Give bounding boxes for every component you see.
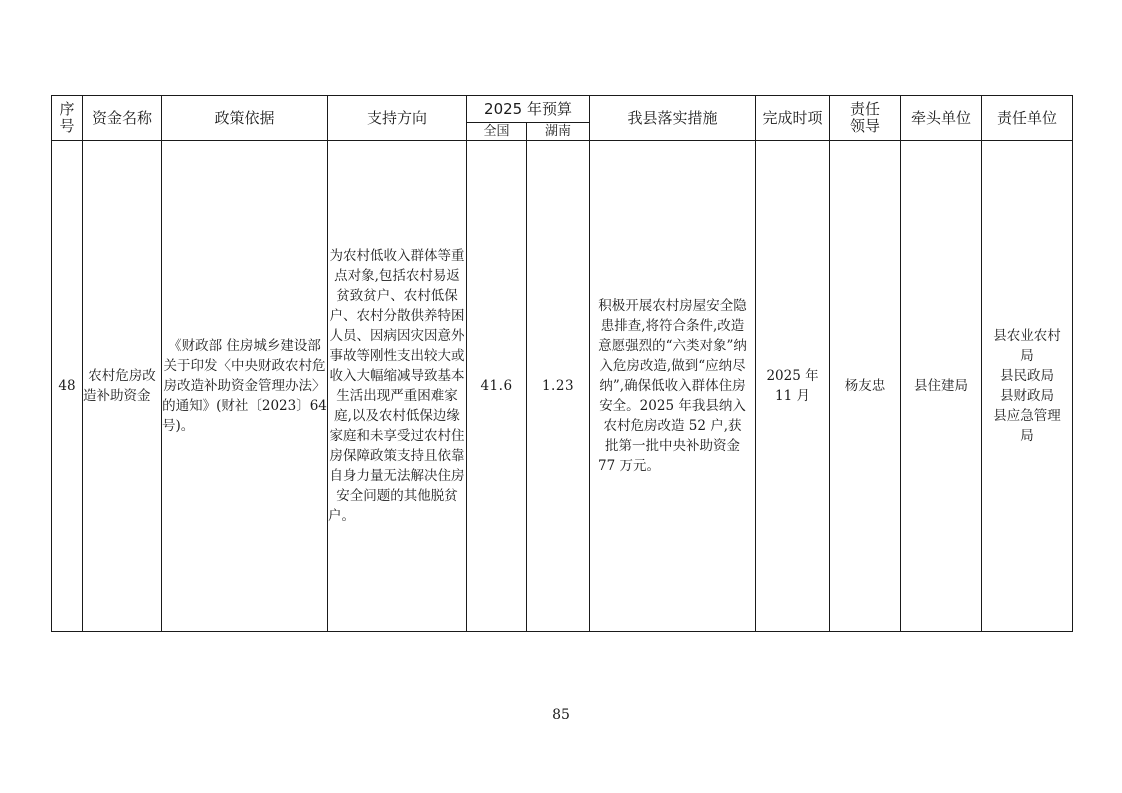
cell-budget-national: 41.6 bbox=[467, 141, 527, 632]
header-completion-time: 完成时项 bbox=[756, 96, 830, 141]
header-support-direction: 支持方向 bbox=[328, 96, 467, 141]
header-fund-name: 资金名称 bbox=[83, 96, 162, 141]
cell-budget-hunan: 1.23 bbox=[527, 141, 590, 632]
responsible-unit: 县农业农村局 bbox=[993, 328, 1061, 364]
header-lead-unit: 牵头单位 bbox=[901, 96, 982, 141]
cell-lead-unit: 县住建局 bbox=[901, 141, 982, 632]
responsible-unit: 县财政局 bbox=[1000, 388, 1055, 404]
table-row bbox=[52, 141, 1073, 632]
header-county-measures: 我县落实措施 bbox=[590, 96, 756, 141]
responsible-unit: 县民政局 bbox=[1000, 368, 1055, 384]
header-budget-hunan: 湖南 bbox=[527, 123, 590, 141]
cell-completion-time: 2025 年 11 月 bbox=[756, 141, 830, 632]
header-budget-national: 全国 bbox=[467, 123, 527, 141]
header-policy-basis: 政策依据 bbox=[162, 96, 328, 141]
page-number: 85 bbox=[552, 707, 570, 723]
header-budget-group: 2025 年预算 bbox=[467, 96, 590, 123]
cell-seq: 48 bbox=[52, 141, 83, 632]
cell-responsible-leader: 杨友忠 bbox=[830, 141, 901, 632]
cell-county-measures: 积极开展农村房屋安全隐患排查,将符合条件,改造意愿强烈的“六类对象”纳入危房改造,做到“应纳尽纳”,确保低收入群体住房安全。2025 年我县纳入农村危房改造 52 户,获批第一批中央补助资金 77 万元。 bbox=[590, 141, 756, 632]
header-seq: 序号 bbox=[52, 96, 83, 141]
cell-fund-name: 农村危房改造补助资金 bbox=[83, 141, 162, 632]
funds-table bbox=[51, 95, 1073, 632]
responsible-unit: 县应急管理局 bbox=[993, 408, 1061, 444]
cell-policy-basis: 《财政部 住房城乡建设部关于印发〈中央财政农村危房改造补助资金管理办法〉的通知》(财社〔2023〕64号)。 bbox=[162, 141, 328, 632]
header-responsible-leader: 责任领导 bbox=[830, 96, 901, 141]
header-responsible-units: 责任单位 bbox=[982, 96, 1073, 141]
cell-support-direction: 为农村低收入群体等重点对象,包括农村易返贫致贫户、农村低保户、农村分散供养特困人员、因病因灾因意外事故等刚性支出较大或收入大幅缩减导致基本生活出现严重困难家庭,以及农村低保边缘家庭和未享受过农村住房保障政策支持且依靠自身力量无法解决住房安全问题的其他脱贫户。 bbox=[328, 141, 467, 632]
cell-responsible-units bbox=[982, 141, 1073, 632]
header-row bbox=[52, 96, 1073, 123]
